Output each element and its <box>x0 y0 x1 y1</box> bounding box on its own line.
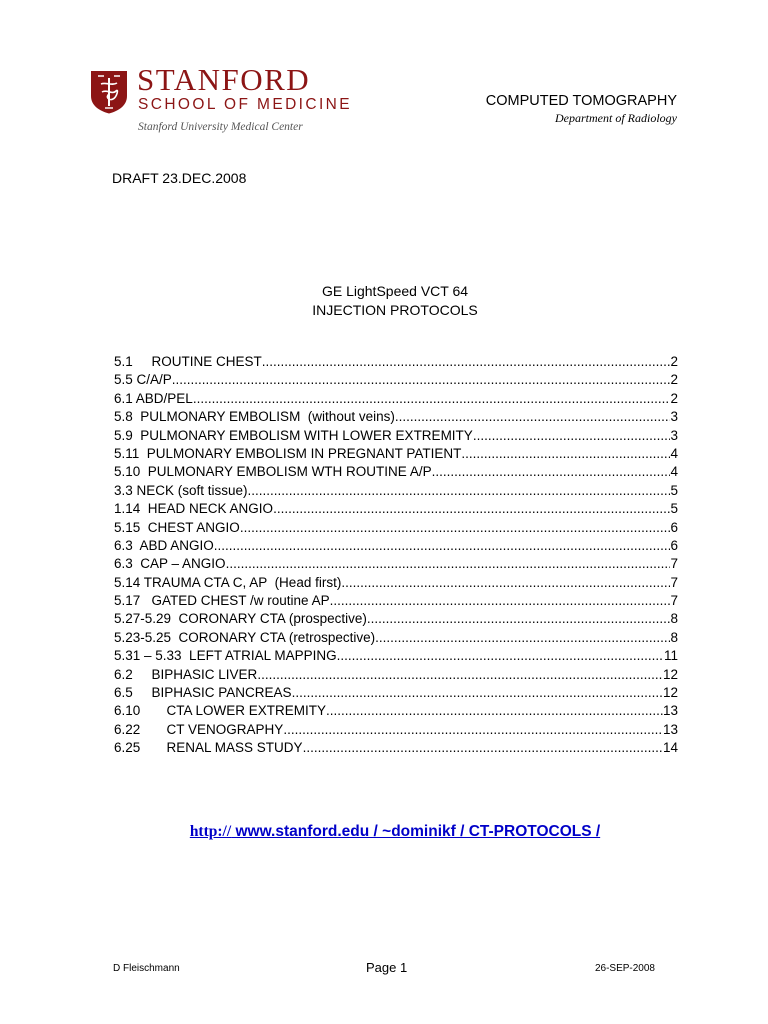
toc-entry[interactable] <box>114 721 678 739</box>
toc-leader-dots <box>248 482 671 500</box>
toc-entry-page: 12 <box>662 666 678 682</box>
toc-entry-label: 6.3 ABD ANGIO <box>114 537 214 553</box>
toc-entry-page: 4 <box>670 464 678 480</box>
toc-leader-dots <box>172 371 671 389</box>
toc-entry-label: 6.25 RENAL MASS STUDY <box>114 740 303 756</box>
document-title-line1: GE LightSpeed VCT 64 <box>321 283 469 299</box>
toc-leader-dots <box>341 574 670 592</box>
protocols-link[interactable] <box>0 823 768 841</box>
department-subtitle: Department of Radiology <box>555 111 677 125</box>
toc-entry[interactable] <box>114 353 678 371</box>
toc-leader-dots <box>303 739 663 757</box>
toc-leader-dots <box>461 445 670 463</box>
toc-entry-label: 6.22 CT VENOGRAPHY <box>114 721 284 737</box>
toc-entry[interactable] <box>114 610 678 628</box>
toc-leader-dots <box>193 390 671 408</box>
toc-entry-page: 14 <box>662 740 678 756</box>
toc-entry[interactable] <box>114 592 678 610</box>
toc-entry-page: 11 <box>663 648 678 664</box>
document-title-line2: INJECTION PROTOCOLS <box>312 302 478 318</box>
toc-entry-label: 5.8 PULMONARY EMBOLISM (without veins) <box>114 409 395 425</box>
toc-entry-page: 2 <box>670 354 678 369</box>
toc-entry-label: 5.1 ROUTINE CHEST <box>114 354 262 369</box>
toc-entry-label: 5.11 PULMONARY EMBOLISM IN PREGNANT PATIENT <box>114 445 462 461</box>
toc-leader-dots <box>257 666 663 684</box>
toc-leader-dots <box>367 610 671 628</box>
toc-entry-label: 6.2 BIPHASIC LIVER <box>114 666 258 682</box>
toc-leader-dots <box>226 555 671 573</box>
toc-entry[interactable] <box>114 574 678 592</box>
toc-entry[interactable] <box>114 519 678 537</box>
toc-leader-dots <box>283 721 663 739</box>
logo-name: STANFORD <box>137 62 311 97</box>
toc-entry-page: 12 <box>662 685 678 701</box>
toc-entry[interactable] <box>114 629 678 647</box>
toc-entry-page: 3 <box>670 427 678 443</box>
toc-entry-label: 6.1 ABD/PEL <box>114 390 193 406</box>
toc-entry[interactable] <box>114 537 678 555</box>
toc-entry-page: 7 <box>670 574 678 590</box>
stanford-seal-icon <box>90 70 128 114</box>
toc-entry[interactable] <box>114 555 678 573</box>
toc-entry-page: 6 <box>670 537 678 553</box>
toc-leader-dots <box>375 629 670 647</box>
toc-entry[interactable] <box>114 500 678 518</box>
footer-author: D Fleischmann <box>113 963 180 974</box>
toc-leader-dots <box>240 519 671 537</box>
toc-entry[interactable] <box>114 702 678 720</box>
toc-leader-dots <box>214 537 671 555</box>
toc-entry-page: 4 <box>670 445 678 461</box>
toc-leader-dots <box>395 408 671 426</box>
department-title: COMPUTED TOMOGRAPHY <box>485 93 677 109</box>
toc-leader-dots <box>292 684 663 702</box>
toc-entry-page: 5 <box>670 501 678 517</box>
link-protocol[interactable]: http:// <box>189 823 232 840</box>
toc-entry[interactable] <box>114 390 678 408</box>
toc-entry[interactable] <box>114 371 678 389</box>
logo-center: Stanford University Medical Center <box>138 121 303 133</box>
logo-school: SCHOOL OF MEDICINE <box>138 96 353 113</box>
toc-leader-dots <box>330 592 671 610</box>
toc-entry-label: 6.10 CTA LOWER EXTREMITY <box>114 703 327 719</box>
toc-entry[interactable] <box>114 445 678 463</box>
draft-date: DRAFT 23.DEC.2008 <box>112 170 247 186</box>
toc-entry[interactable] <box>114 684 678 702</box>
footer-page-number: Page 1 <box>366 960 408 975</box>
toc-entry-label: 5.23-5.25 CORONARY CTA (retrospective) <box>114 629 376 645</box>
toc-entry-label: 5.15 CHEST ANGIO <box>114 519 240 535</box>
toc-entry[interactable] <box>114 666 678 684</box>
toc-entry-page: 6 <box>670 519 678 535</box>
toc-entry-page: 8 <box>670 611 678 627</box>
toc-leader-dots <box>337 647 664 665</box>
toc-entry[interactable] <box>114 408 678 426</box>
toc-leader-dots <box>273 500 670 518</box>
toc-entry-page: 3 <box>670 409 678 425</box>
toc-entry[interactable] <box>114 427 678 445</box>
toc-entry-label: 5.31 – 5.33 LEFT ATRIAL MAPPING <box>114 648 337 664</box>
toc-entry[interactable] <box>114 482 678 500</box>
toc-entry[interactable] <box>114 463 678 481</box>
toc-entry-page: 13 <box>662 721 678 737</box>
toc-entry-page: 7 <box>670 556 678 572</box>
toc-entry-page: 13 <box>662 703 678 719</box>
stanford-logo <box>90 62 353 138</box>
table-of-contents <box>114 353 678 758</box>
toc-entry-page: 2 <box>670 372 678 388</box>
toc-leader-dots <box>473 427 671 445</box>
toc-leader-dots <box>326 702 663 720</box>
toc-entry-label: 3.3 NECK (soft tissue) <box>114 482 248 498</box>
toc-entry-page: 7 <box>670 593 678 609</box>
toc-entry-page: 5 <box>670 482 678 498</box>
toc-entry-label: 5.14 TRAUMA CTA C, AP (Head first) <box>114 574 342 590</box>
toc-entry-label: 5.27-5.29 CORONARY CTA (prospective) <box>114 611 367 627</box>
toc-entry-label: 5.9 PULMONARY EMBOLISM WITH LOWER EXTREMITY <box>114 427 473 443</box>
toc-entry-page: 8 <box>670 629 678 645</box>
toc-leader-dots <box>432 463 671 481</box>
toc-entry-page: 2 <box>670 390 678 406</box>
toc-entry-label: 1.14 HEAD NECK ANGIO <box>114 501 274 517</box>
toc-entry-label: 6.5 BIPHASIC PANCREAS <box>114 685 292 701</box>
toc-entry[interactable] <box>114 647 678 665</box>
toc-entry-label: 6.3 CAP – ANGIO <box>114 556 226 572</box>
toc-entry-label: 5.5 C/A/P <box>114 372 172 388</box>
toc-entry-label: 5.10 PULMONARY EMBOLISM WTH ROUTINE A/P <box>114 464 432 480</box>
toc-entry-label: 5.17 GATED CHEST /w routine AP <box>114 593 330 609</box>
footer-date: 26-SEP-2008 <box>594 963 655 974</box>
toc-entry[interactable] <box>114 739 678 757</box>
link-address[interactable]: www.stanford.edu / ~dominikf / CT-PROTOCOLS / <box>231 823 601 840</box>
toc-leader-dots <box>262 353 671 371</box>
